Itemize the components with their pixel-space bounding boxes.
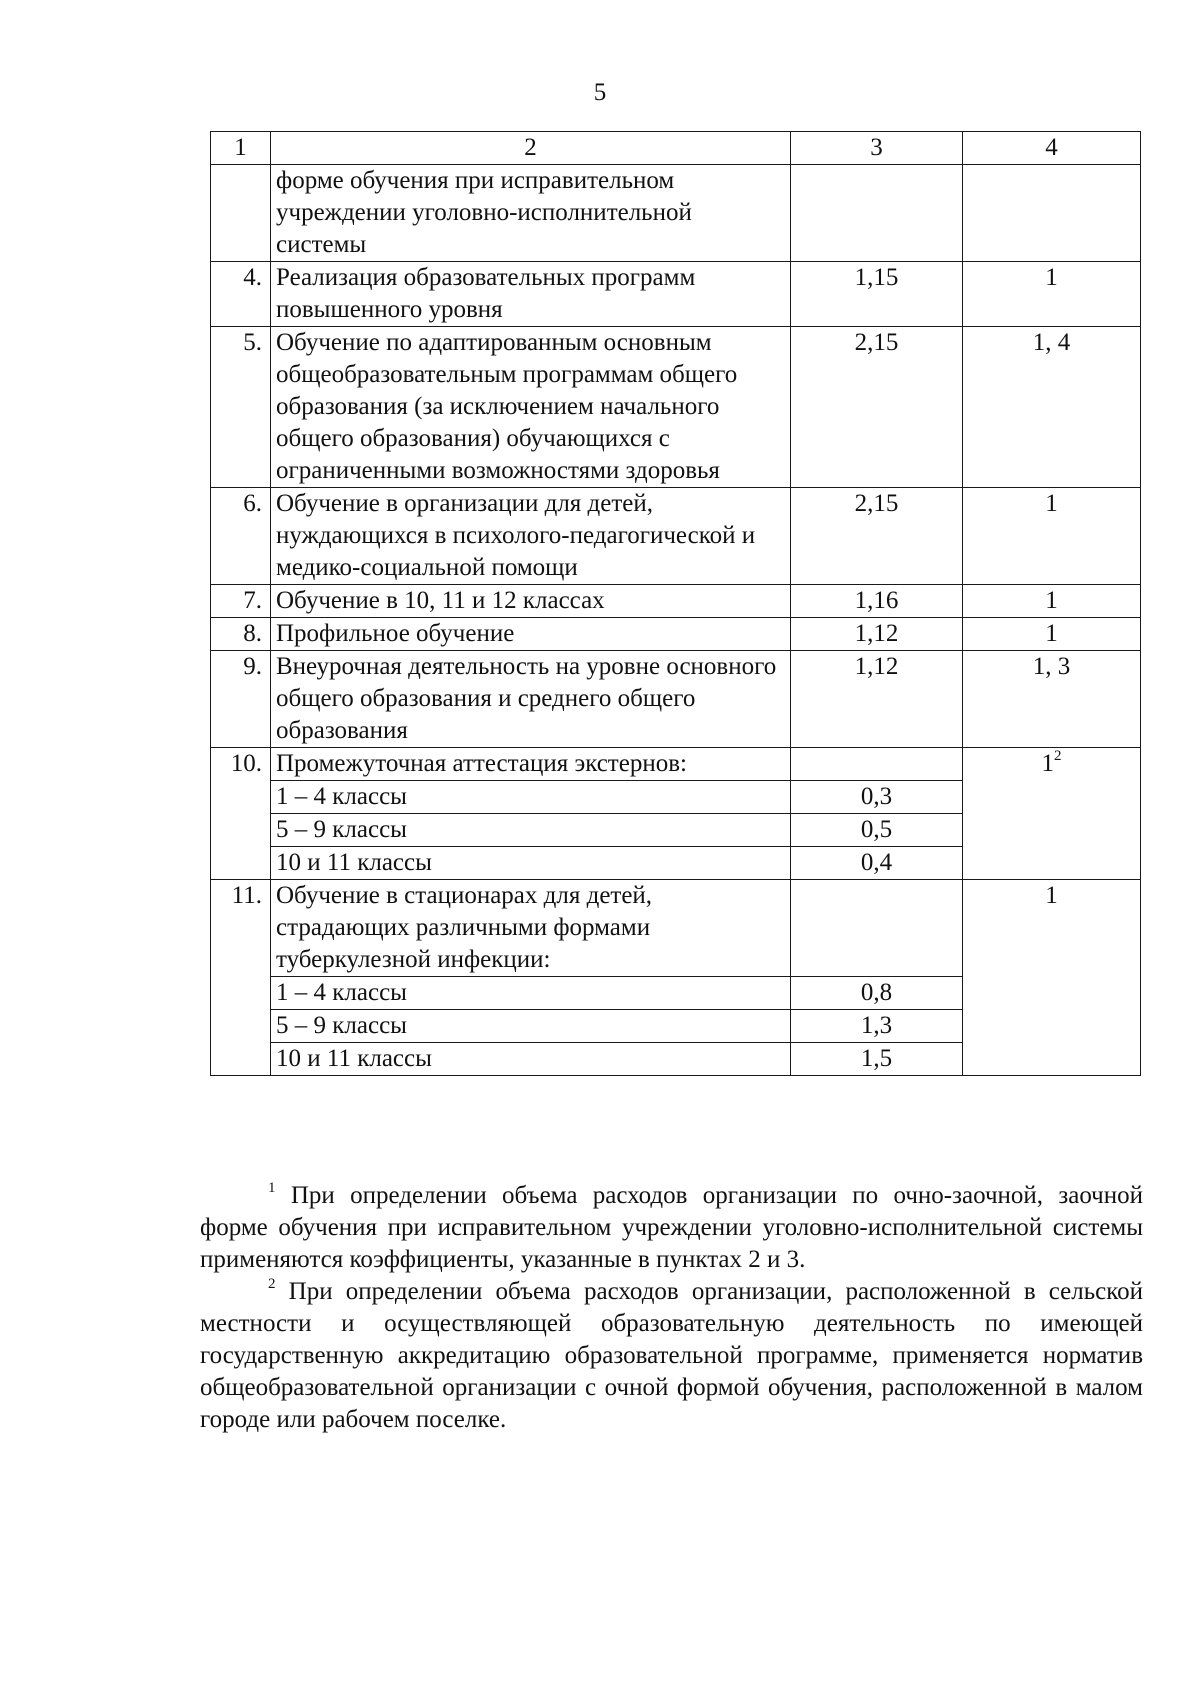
table-row [211,748,1141,781]
subrow-coefficient: 0,4 [791,847,963,880]
table-row [211,618,1141,651]
row-coefficient: 1,12 [791,651,963,748]
row-number [211,165,271,262]
page-number: 5 [593,79,607,106]
row-coefficient [791,880,963,977]
subrow-text: 10 и 11 классы [271,1043,791,1076]
footnotes [200,1180,1143,1436]
row-coefficient [791,165,963,262]
coefficients-table [210,131,1141,1076]
row-number: 7. [211,585,271,618]
footnote-ref: 2 [1054,748,1062,764]
row-coefficient [791,748,963,781]
table-header-row [211,132,1141,165]
header-cell: 4 [963,132,1141,165]
footnote-2 [200,1276,1143,1436]
header-cell: 3 [791,132,963,165]
row-coefficient: 1,12 [791,618,963,651]
row-number: 4. [211,262,271,327]
subrow-coefficient: 0,8 [791,977,963,1010]
row-text: Внеурочная деятельность на уровне основного общего образования и среднего общего образования [271,651,791,748]
row-note: 1, 4 [963,327,1141,488]
row-text: Профильное обучение [271,618,791,651]
row-note: 1, 3 [963,651,1141,748]
row-note [963,165,1141,262]
footnote-mark: 1 [268,1180,276,1196]
row-coefficient: 2,15 [791,327,963,488]
subrow-coefficient: 1,5 [791,1043,963,1076]
footnote-1 [200,1180,1143,1276]
row-note: 1 [963,618,1141,651]
subrow-text: 1 – 4 классы [271,977,791,1010]
row-text: форме обучения при исправительном учреждении уголовно-исполнительной системы [271,165,791,262]
subrow-coefficient: 0,5 [791,814,963,847]
row-number: 9. [211,651,271,748]
table-row [211,165,1141,262]
row-number: 8. [211,618,271,651]
row-text: Обучение в стационарах для детей, страдающих различными формами туберкулезной инфекции: [271,880,791,977]
row-coefficient: 1,15 [791,262,963,327]
footnote-text: При определении объема расходов организации по очно-заочной, заочной форме обучения при исправительном учреждении уголовно-исполнительной системы применяются коэффициенты, указанные в пунктах 2 и 3. [200,1182,1143,1273]
row-text: Обучение в 10, 11 и 12 классах [271,585,791,618]
table-row [211,651,1141,748]
subrow-text: 5 – 9 классы [271,814,791,847]
header-cell: 1 [211,132,271,165]
row-note: 1 [963,585,1141,618]
subrow-text: 10 и 11 классы [271,847,791,880]
subrow-coefficient: 1,3 [791,1010,963,1043]
row-note: 1 [963,880,1141,1076]
row-coefficient: 2,15 [791,488,963,585]
row-number: 10. [211,748,271,880]
subrow-text: 5 – 9 классы [271,1010,791,1043]
table-row [211,327,1141,488]
row-note-value: 1 [1041,750,1054,777]
row-text: Реализация образовательных программ повышенного уровня [271,262,791,327]
row-coefficient: 1,16 [791,585,963,618]
subrow-text: 1 – 4 классы [271,781,791,814]
row-number: 5. [211,327,271,488]
row-text: Обучение в организации для детей, нуждающихся в психолого-педагогической и медико-социальной помощи [271,488,791,585]
header-cell: 2 [271,132,791,165]
row-note: 1 [963,488,1141,585]
footnote-text: При определении объема расходов организации, расположенной в сельской местности и осуществляющей образовательную деятельность по имеющей государственную аккредитацию образовательной программе, применяется норматив общеобразовательной организации с очной формой обучения, расположенной в малом городе или рабочем поселке. [200,1278,1144,1433]
table-row [211,585,1141,618]
row-text: Промежуточная аттестация экстернов: [271,748,791,781]
row-text: Обучение по адаптированным основным общеобразовательным программам общего образования (за исключением начального общего образования) обучающихся с ограниченными возможностями здоровья [271,327,791,488]
table-row [211,262,1141,327]
subrow-coefficient: 0,3 [791,781,963,814]
table-row [211,488,1141,585]
row-number: 6. [211,488,271,585]
row-number: 11. [211,880,271,1076]
table-row [211,880,1141,977]
footnote-mark: 2 [268,1276,276,1292]
row-note [963,748,1141,880]
row-note: 1 [963,262,1141,327]
